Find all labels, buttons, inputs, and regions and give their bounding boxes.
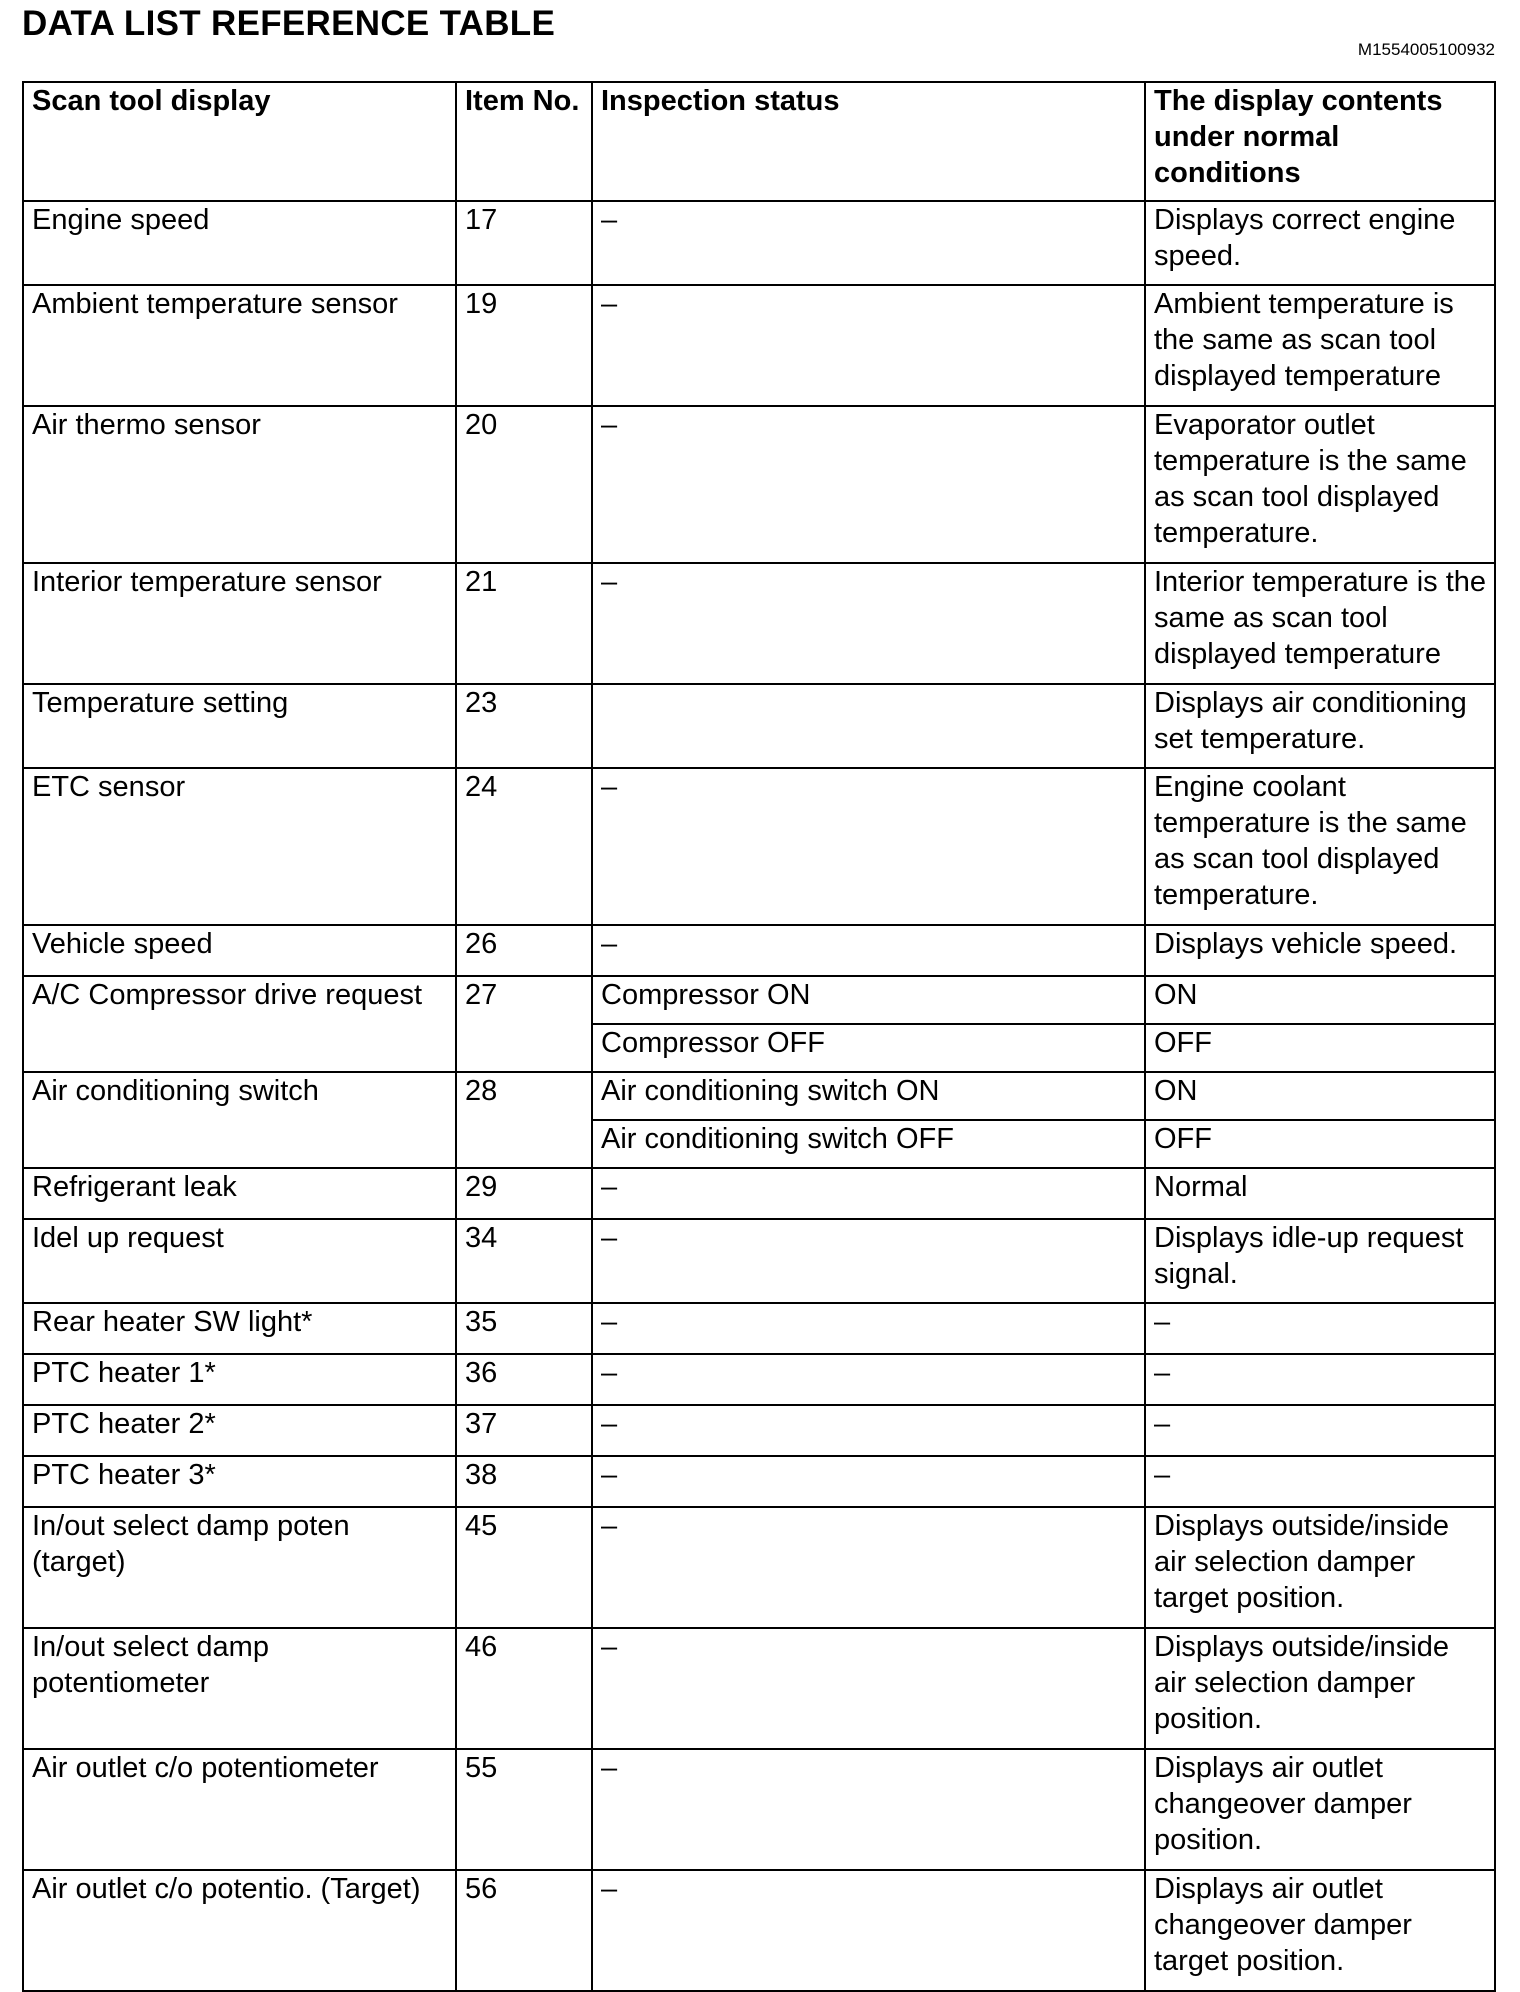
cell-scan-tool-display: Idel up request	[23, 1219, 456, 1303]
cell-item-no: 26	[456, 925, 592, 976]
table-row	[23, 768, 1495, 925]
cell-item-no: 23	[456, 684, 592, 768]
cell-display-contents: –	[1145, 1354, 1495, 1405]
column-header-item-no: Item No.	[456, 82, 592, 201]
cell-item-no: 27	[456, 976, 592, 1072]
cell-scan-tool-display: ETC sensor	[23, 768, 456, 925]
cell-inspection-status	[592, 684, 1145, 768]
cell-display-contents: Displays air conditioning set temperature.	[1145, 684, 1495, 768]
cell-display-contents: –	[1145, 1456, 1495, 1507]
cell-inspection-status: –	[592, 406, 1145, 563]
cell-inspection-status: –	[592, 1303, 1145, 1354]
column-header-scan-tool-display: Scan tool display	[23, 82, 456, 201]
cell-inspection-status: Compressor OFF	[592, 1024, 1145, 1072]
page-title: DATA LIST REFERENCE TABLE	[22, 4, 556, 43]
cell-item-no: 46	[456, 1628, 592, 1749]
cell-inspection-status: –	[592, 563, 1145, 684]
table-row	[23, 1303, 1495, 1354]
cell-display-contents: Ambient temperature is the same as scan tool displayed temperature	[1145, 285, 1495, 406]
table-row	[23, 1168, 1495, 1219]
cell-inspection-status: –	[592, 1219, 1145, 1303]
cell-scan-tool-display: A/C Compressor drive request	[23, 976, 456, 1072]
cell-inspection-status: –	[592, 201, 1145, 285]
cell-item-no: 34	[456, 1219, 592, 1303]
cell-display-contents: –	[1145, 1303, 1495, 1354]
table-row	[23, 1628, 1495, 1749]
table-row	[23, 1354, 1495, 1405]
cell-display-contents: ON	[1145, 1072, 1495, 1120]
table-row	[23, 563, 1495, 684]
cell-display-contents: Engine coolant temperature is the same as scan tool displayed temperature.	[1145, 768, 1495, 925]
table-row	[23, 1870, 1495, 1991]
cell-inspection-status: –	[592, 285, 1145, 406]
cell-item-no: 29	[456, 1168, 592, 1219]
cell-scan-tool-display: Vehicle speed	[23, 925, 456, 976]
cell-display-contents: Displays outside/inside air selection damper target position.	[1145, 1507, 1495, 1628]
cell-inspection-status: –	[592, 1628, 1145, 1749]
table-row	[23, 406, 1495, 563]
cell-scan-tool-display: Ambient temperature sensor	[23, 285, 456, 406]
cell-inspection-status: –	[592, 1405, 1145, 1456]
cell-scan-tool-display: Refrigerant leak	[23, 1168, 456, 1219]
cell-inspection-status: –	[592, 1507, 1145, 1628]
cell-scan-tool-display: Rear heater SW light*	[23, 1303, 456, 1354]
cell-inspection-status: –	[592, 1168, 1145, 1219]
table-row	[23, 201, 1495, 285]
cell-item-no: 21	[456, 563, 592, 684]
cell-display-contents: Evaporator outlet temperature is the same as scan tool displayed temperature.	[1145, 406, 1495, 563]
cell-inspection-status: Air conditioning switch ON	[592, 1072, 1145, 1120]
cell-item-no: 20	[456, 406, 592, 563]
cell-item-no: 45	[456, 1507, 592, 1628]
cell-scan-tool-display: Air conditioning switch	[23, 1072, 456, 1168]
table-row	[23, 925, 1495, 976]
table-row	[23, 684, 1495, 768]
cell-inspection-status: –	[592, 768, 1145, 925]
column-header-inspection-status: Inspection status	[592, 82, 1145, 201]
cell-scan-tool-display: PTC heater 1*	[23, 1354, 456, 1405]
cell-display-contents: Displays vehicle speed.	[1145, 925, 1495, 976]
cell-scan-tool-display: In/out select damp potentiometer	[23, 1628, 456, 1749]
data-list-table	[22, 81, 1496, 1992]
cell-scan-tool-display: Interior temperature sensor	[23, 563, 456, 684]
cell-item-no: 24	[456, 768, 592, 925]
cell-scan-tool-display: Air outlet c/o potentiometer	[23, 1749, 456, 1870]
cell-display-contents: ON	[1145, 976, 1495, 1024]
cell-scan-tool-display: PTC heater 3*	[23, 1456, 456, 1507]
cell-inspection-status: –	[592, 1354, 1145, 1405]
cell-display-contents: Displays air outlet changeover damper position.	[1145, 1749, 1495, 1870]
cell-item-no: 28	[456, 1072, 592, 1168]
cell-scan-tool-display: Temperature setting	[23, 684, 456, 768]
cell-display-contents: Displays correct engine speed.	[1145, 201, 1495, 285]
cell-inspection-status: –	[592, 1456, 1145, 1507]
cell-display-contents: OFF	[1145, 1024, 1495, 1072]
document-id: M1554005100932	[1357, 40, 1495, 59]
cell-display-contents: Displays idle-up request signal.	[1145, 1219, 1495, 1303]
cell-item-no: 55	[456, 1749, 592, 1870]
cell-display-contents: Normal	[1145, 1168, 1495, 1219]
cell-scan-tool-display: PTC heater 2*	[23, 1405, 456, 1456]
cell-scan-tool-display: Engine speed	[23, 201, 456, 285]
cell-display-contents: Interior temperature is the same as scan tool displayed temperature	[1145, 563, 1495, 684]
table-row	[23, 1072, 1495, 1120]
cell-item-no: 38	[456, 1456, 592, 1507]
cell-display-contents: OFF	[1145, 1120, 1495, 1168]
cell-item-no: 35	[456, 1303, 592, 1354]
cell-inspection-status: Compressor ON	[592, 976, 1145, 1024]
cell-item-no: 19	[456, 285, 592, 406]
cell-scan-tool-display: Air thermo sensor	[23, 406, 456, 563]
column-header-display-contents: The display contents under normal conditions	[1145, 82, 1495, 201]
cell-inspection-status: –	[592, 1870, 1145, 1991]
table-header-row	[23, 82, 1495, 201]
table-row	[23, 1749, 1495, 1870]
table-row	[23, 1219, 1495, 1303]
table-row	[23, 976, 1495, 1024]
table-row	[23, 285, 1495, 406]
cell-item-no: 37	[456, 1405, 592, 1456]
table-row	[23, 1456, 1495, 1507]
cell-item-no: 36	[456, 1354, 592, 1405]
cell-inspection-status: –	[592, 925, 1145, 976]
cell-scan-tool-display: In/out select damp poten (target)	[23, 1507, 456, 1628]
table-row	[23, 1405, 1495, 1456]
cell-display-contents: Displays air outlet changeover damper target position.	[1145, 1870, 1495, 1991]
cell-display-contents: –	[1145, 1405, 1495, 1456]
cell-display-contents: Displays outside/inside air selection damper position.	[1145, 1628, 1495, 1749]
table-row	[23, 1507, 1495, 1628]
cell-scan-tool-display: Air outlet c/o potentio. (Target)	[23, 1870, 456, 1991]
cell-inspection-status: –	[592, 1749, 1145, 1870]
cell-inspection-status: Air conditioning switch OFF	[592, 1120, 1145, 1168]
cell-item-no: 56	[456, 1870, 592, 1991]
cell-item-no: 17	[456, 201, 592, 285]
